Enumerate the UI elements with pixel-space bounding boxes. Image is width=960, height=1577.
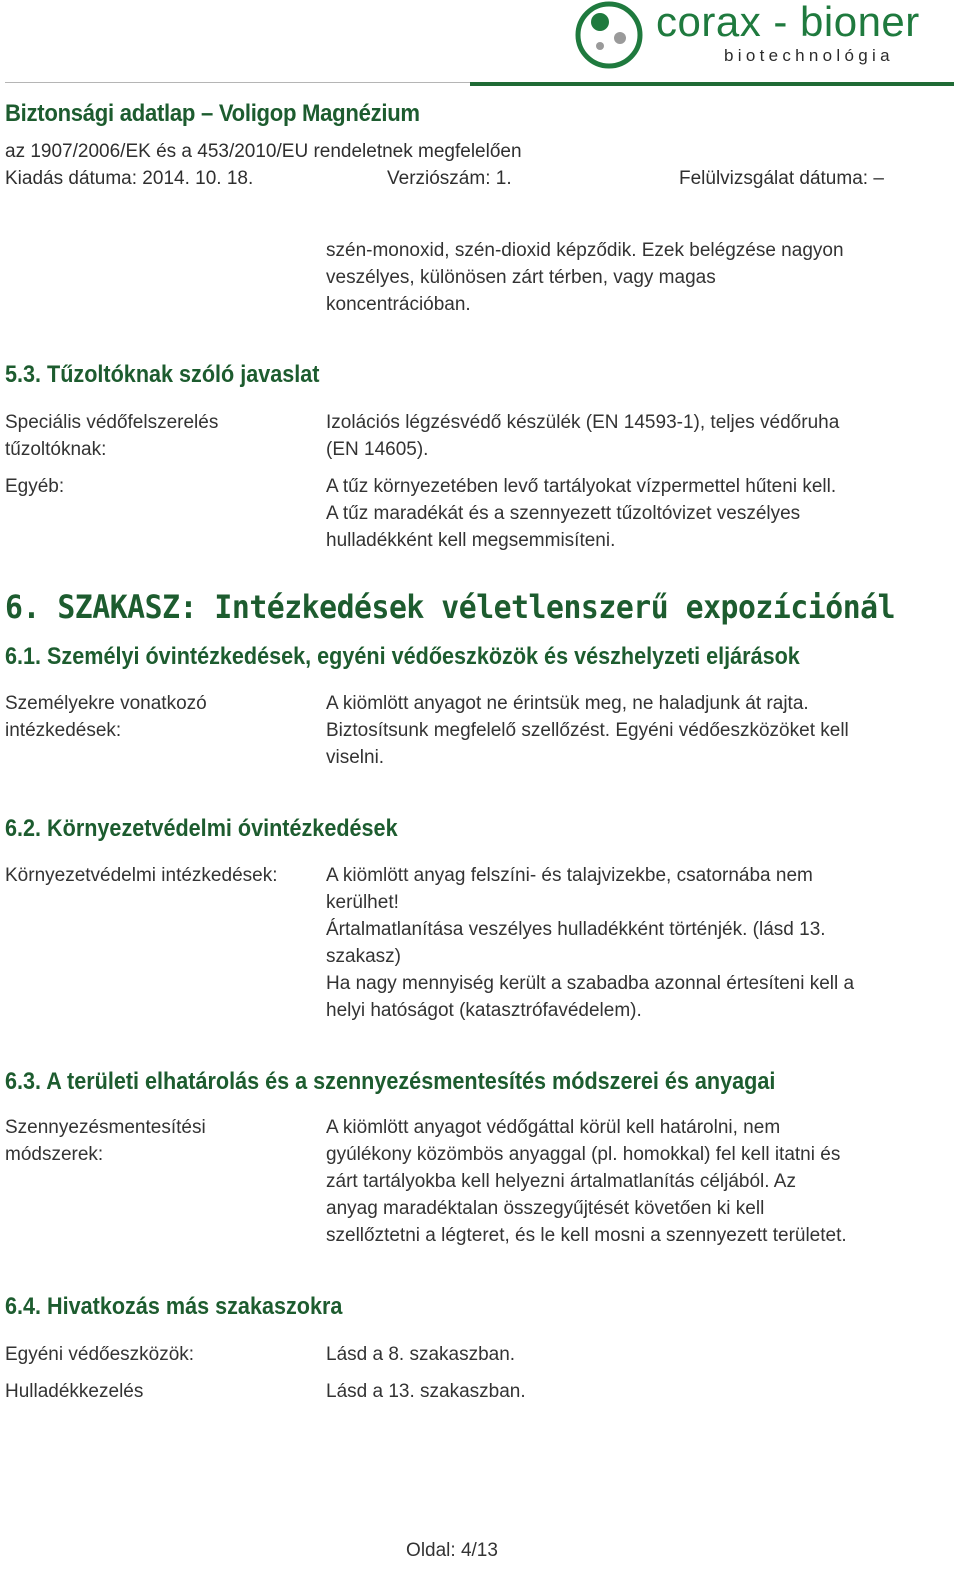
value-line: szellőztetni a légteret, és le kell mosni a szennyezett területet. [326, 1225, 847, 1246]
field-value: Lásd a 13. szakaszban. [326, 1381, 526, 1402]
document-title: Biztonsági adatlap – Voligop Magnézium [5, 100, 420, 127]
value-line: helyi hatóságot (katasztrófavédelem). [326, 1000, 642, 1021]
value-line: (EN 14605). [326, 439, 429, 460]
logo-tagline: biotechnológia [724, 46, 894, 65]
logo-mark-icon [574, 0, 644, 70]
field-label: Hulladékkezelés [5, 1381, 144, 1402]
value-line: viselni. [326, 747, 385, 768]
field-label [5, 1114, 310, 1168]
continuation-line: veszélyes, különösen zárt térben, vagy magas [326, 267, 716, 288]
label-line: Szennyezésmentesítési [5, 1117, 206, 1138]
section-6-4-heading: 6.4. Hivatkozás más szakaszokra [5, 1293, 343, 1320]
section-6-1-heading: 6.1. Személyi óvintézkedések, egyéni védőeszközök és vészhelyzeti eljárások [5, 643, 800, 670]
continuation-text [326, 237, 916, 318]
field-value [326, 1114, 916, 1249]
value-line: szakasz) [326, 946, 401, 967]
continuation-line: szén-monoxid, szén-dioxid képződik. Ezek belégzése nagyon [326, 240, 844, 261]
section-5-3-heading: 5.3. Tűzoltóknak szóló javaslat [5, 361, 320, 388]
version-number: Verziószám: 1. [387, 168, 512, 189]
label-line: Speciális védőfelszerelés [5, 412, 219, 433]
field-label [5, 409, 310, 463]
page-number: Oldal: 4/13 [406, 1540, 498, 1561]
company-logo [574, 0, 920, 72]
value-line: Ha nagy mennyiség került a szabadba azonnal értesíteni kell a [326, 973, 855, 994]
value-line: zárt tartályokba kell helyezni ártalmatlanítás céljából. Az [326, 1171, 796, 1192]
continuation-line: koncentrációban. [326, 294, 471, 315]
value-line: Ártalmatlanítása veszélyes hulladékként történjék. (lásd 13. [326, 919, 826, 940]
header-rule-thick [470, 82, 954, 86]
value-line: gyúlékony közömbös anyaggal (pl. homokkal) fel kell itatni és [326, 1144, 841, 1165]
value-line: Izolációs légzésvédő készülék (EN 14593-1), teljes védőruha [326, 412, 840, 433]
value-line: A kiömlött anyag felszíni- és talajvizekbe, csatornába nem [326, 865, 813, 886]
value-line: A kiömlött anyagot védőgáttal körül kell határolni, nem [326, 1117, 781, 1138]
header-rule-thin [5, 82, 475, 83]
section-6-heading: 6. SZAKASZ: Intézkedések véletlenszerű expozíciónál [5, 588, 896, 626]
value-line: hulladékként kell megsemmisíteni. [326, 530, 616, 551]
label-line: intézkedések: [5, 720, 122, 741]
value-line: kerülhet! [326, 892, 399, 913]
field-label: Egyéni védőeszközök: [5, 1344, 195, 1365]
field-label [5, 690, 310, 744]
value-line: A tűz környezetében levő tartályokat vízpermettel hűteni kell. [326, 476, 837, 497]
field-value [326, 690, 916, 771]
label-line: tűzoltóknak: [5, 439, 107, 460]
field-label: Egyéb: [5, 476, 65, 497]
label-line: Személyekre vonatkozó [5, 693, 207, 714]
field-value [326, 409, 916, 463]
value-line: A kiömlött anyagot ne érintsük meg, ne haladjunk át rajta. [326, 693, 809, 714]
review-date: Felülvizsgálat dátuma: – [679, 168, 884, 189]
field-value [326, 473, 916, 554]
logo-name: corax - bioner [656, 0, 920, 45]
section-6-3-heading: 6.3. A területi elhatárolás és a szennyezésmentesítés módszerei és anyagai [5, 1068, 776, 1095]
issue-date: Kiadás dátuma: 2014. 10. 18. [5, 168, 254, 189]
value-line: anyag maradéktalan összegyűjtését követően ki kell [326, 1198, 765, 1219]
field-label: Környezetvédelmi intézkedések: [5, 865, 278, 886]
regulation-line: az 1907/2006/EK és a 453/2010/EU rendeletnek megfelelően [5, 141, 522, 162]
field-value [326, 862, 916, 1024]
section-6-2-heading: 6.2. Környezetvédelmi óvintézkedések [5, 815, 398, 842]
label-line: módszerek: [5, 1144, 104, 1165]
value-line: Biztosítsunk megfelelő szellőzést. Egyéni védőeszközöket kell [326, 720, 849, 741]
field-value: Lásd a 8. szakaszban. [326, 1344, 516, 1365]
value-line: A tűz maradékát és a szennyezett tűzoltóvizet veszélyes [326, 503, 801, 524]
